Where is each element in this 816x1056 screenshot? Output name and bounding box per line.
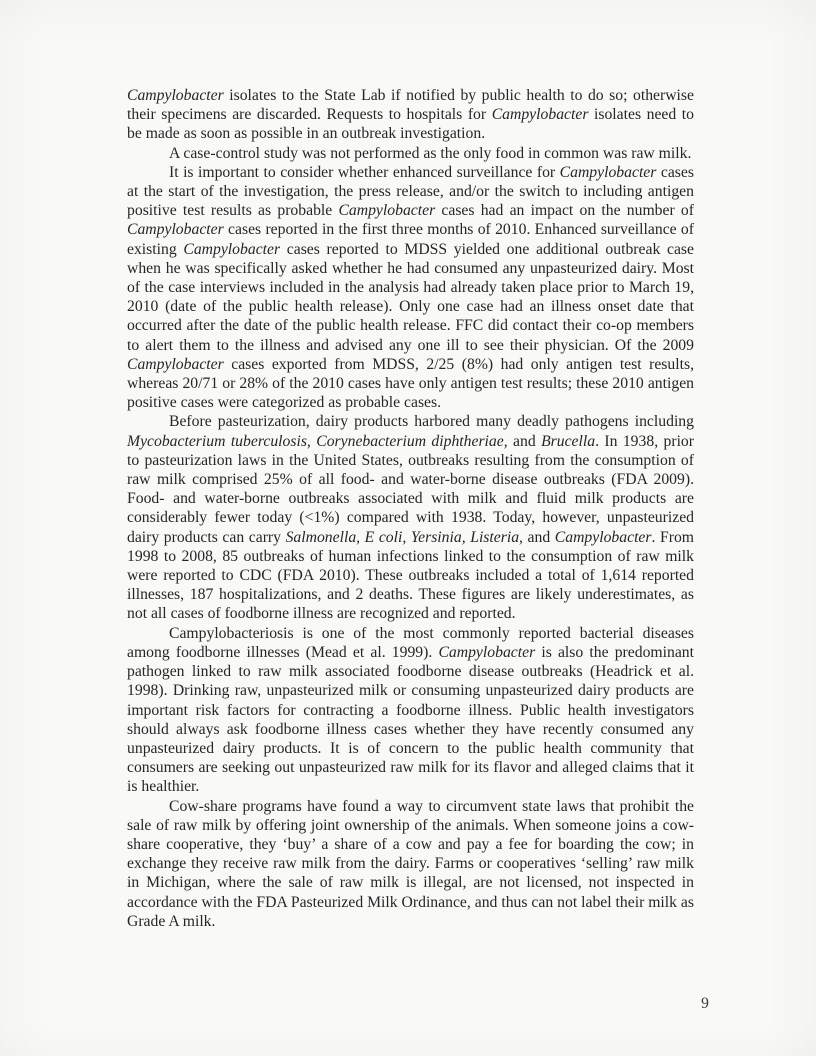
text-run: Cow-share programs have found a way to circumvent state laws that prohibit the sale of raw milk by offering joint ownership of the animals. When someone joins a cow-share cooperative, they ‘buy’ a share of a cow and pay a fee for boarding the cow; in exchange they receive raw milk from the dairy. Farms or cooperatives ‘selling’ raw milk in Michigan, where the sale of raw milk is illegal, are not licensed, not inspected in accordance with the FDA Pasteurized Milk Ordinance, and thus can not label their milk as Grade A milk.	[127, 797, 694, 930]
page-number: 9	[701, 995, 709, 1012]
text-run: Salmonella, E coli, Yersinia, Listeria,	[285, 528, 523, 546]
text-run: Campylobacter	[338, 202, 436, 220]
text-run: . From 1998 to 2008, 85 outbreaks of human infections linked to the consumption of raw milk were reported to CDC (FDA 2010). These outbreaks included a total of 1,614 reported illnesses, 187 hospitalizations, and 2 deaths. These figures are likely underestimates, as not all cases of foodborne illness are recognized and reported.	[127, 528, 695, 623]
text-run: cases reported in the first three months of 2010. Enhanced surveillance of existing	[127, 221, 694, 258]
paragraph	[127, 797, 694, 931]
text-run: Campylobacter	[554, 528, 652, 546]
paragraph	[127, 624, 694, 797]
text-run: cases at the start of the investigation, the press release, and/or the switch to including antigen positive test results as probable	[127, 163, 694, 220]
text-run: isolates need to be made as soon as possible in an outbreak investigation.	[127, 106, 694, 143]
text-run: Brucella	[541, 432, 596, 450]
text-run: Mycobacterium tuberculosis, Corynebacterium diphtheriae,	[127, 432, 508, 450]
paragraph	[127, 144, 694, 163]
text-run: Before pasteurization, dairy products harbored many deadly pathogens including	[169, 413, 694, 431]
text-run: and	[507, 432, 542, 450]
text-run: Campylobacter	[127, 355, 224, 373]
text-run: It is important to consider whether enhanced surveillance for	[169, 163, 560, 181]
text-run: Campylobacter	[127, 87, 224, 104]
page-body	[127, 86, 694, 931]
text-run: and	[522, 528, 555, 546]
paragraph	[127, 86, 694, 144]
text-run: cases had an impact on the number of	[435, 202, 694, 220]
text-run: is also the predominant pathogen linked to raw milk associated foodborne disease outbreaks (Headrick et al. 1998). Drinking raw, unpasteurized milk or consuming unpasteurized dairy products are important risk factors for contracting a foodborne illness. Public health investigators should always ask foodborne illness cases whether they have recently consumed any unpasteurized dairy products. It is of concern to the public health community that consumers are seeking out unpasteurized raw milk for its flavor and alleged claims that it is healthier.	[127, 643, 694, 796]
text-run: . In 1938, prior to pasteurization laws in the United States, outbreaks resulting from the consumption of raw milk comprised 25% of all food- and water-borne disease outbreaks (FDA 2009). Food- and water-borne outbreaks associated with milk and fluid milk products are considerably fewer today (<1%) compared with 1938. Today, however, unpasteurized dairy products can carry	[127, 432, 695, 546]
text-run: Campylobacter	[438, 643, 536, 661]
paragraph	[127, 163, 694, 413]
text-run: isolates to the State Lab if notified by public health to do so; otherwise their specimens are discarded. Requests to hospitals for	[127, 87, 694, 124]
text-run: Campylobacter	[183, 240, 281, 258]
text-run: cases reported to MDSS yielded one additional outbreak case when he was specifically asked whether he had consumed any unpasteurized dairy. Most of the case interviews included in the analysis had already taken place prior to March 19, 2010 (date of the public health release). Only one case had an illness onset date that occurred after the date of the public health release. FFC did contact their co-op members to alert them to the illness and advised any one ill to see their physician. Of the 2009	[127, 240, 694, 354]
text-run: Campylobacter	[491, 106, 589, 124]
text-run: cases exported from MDSS, 2/25 (8%) had only antigen test results, whereas 20/71 or 28% of the 2010 cases have only antigen test results; these 2010 antigen positive cases were categorized as probable cases.	[127, 355, 694, 412]
paragraph	[127, 412, 694, 623]
text-run: Campylobacter	[559, 163, 657, 181]
text-run: Campylobacter	[127, 221, 224, 239]
text-run: Campylobacteriosis is one of the most commonly reported bacterial diseases among foodborne illnesses (Mead et al. 1999).	[127, 624, 694, 661]
text-run: A case-control study was not performed as the only food in common was raw milk.	[169, 144, 692, 162]
